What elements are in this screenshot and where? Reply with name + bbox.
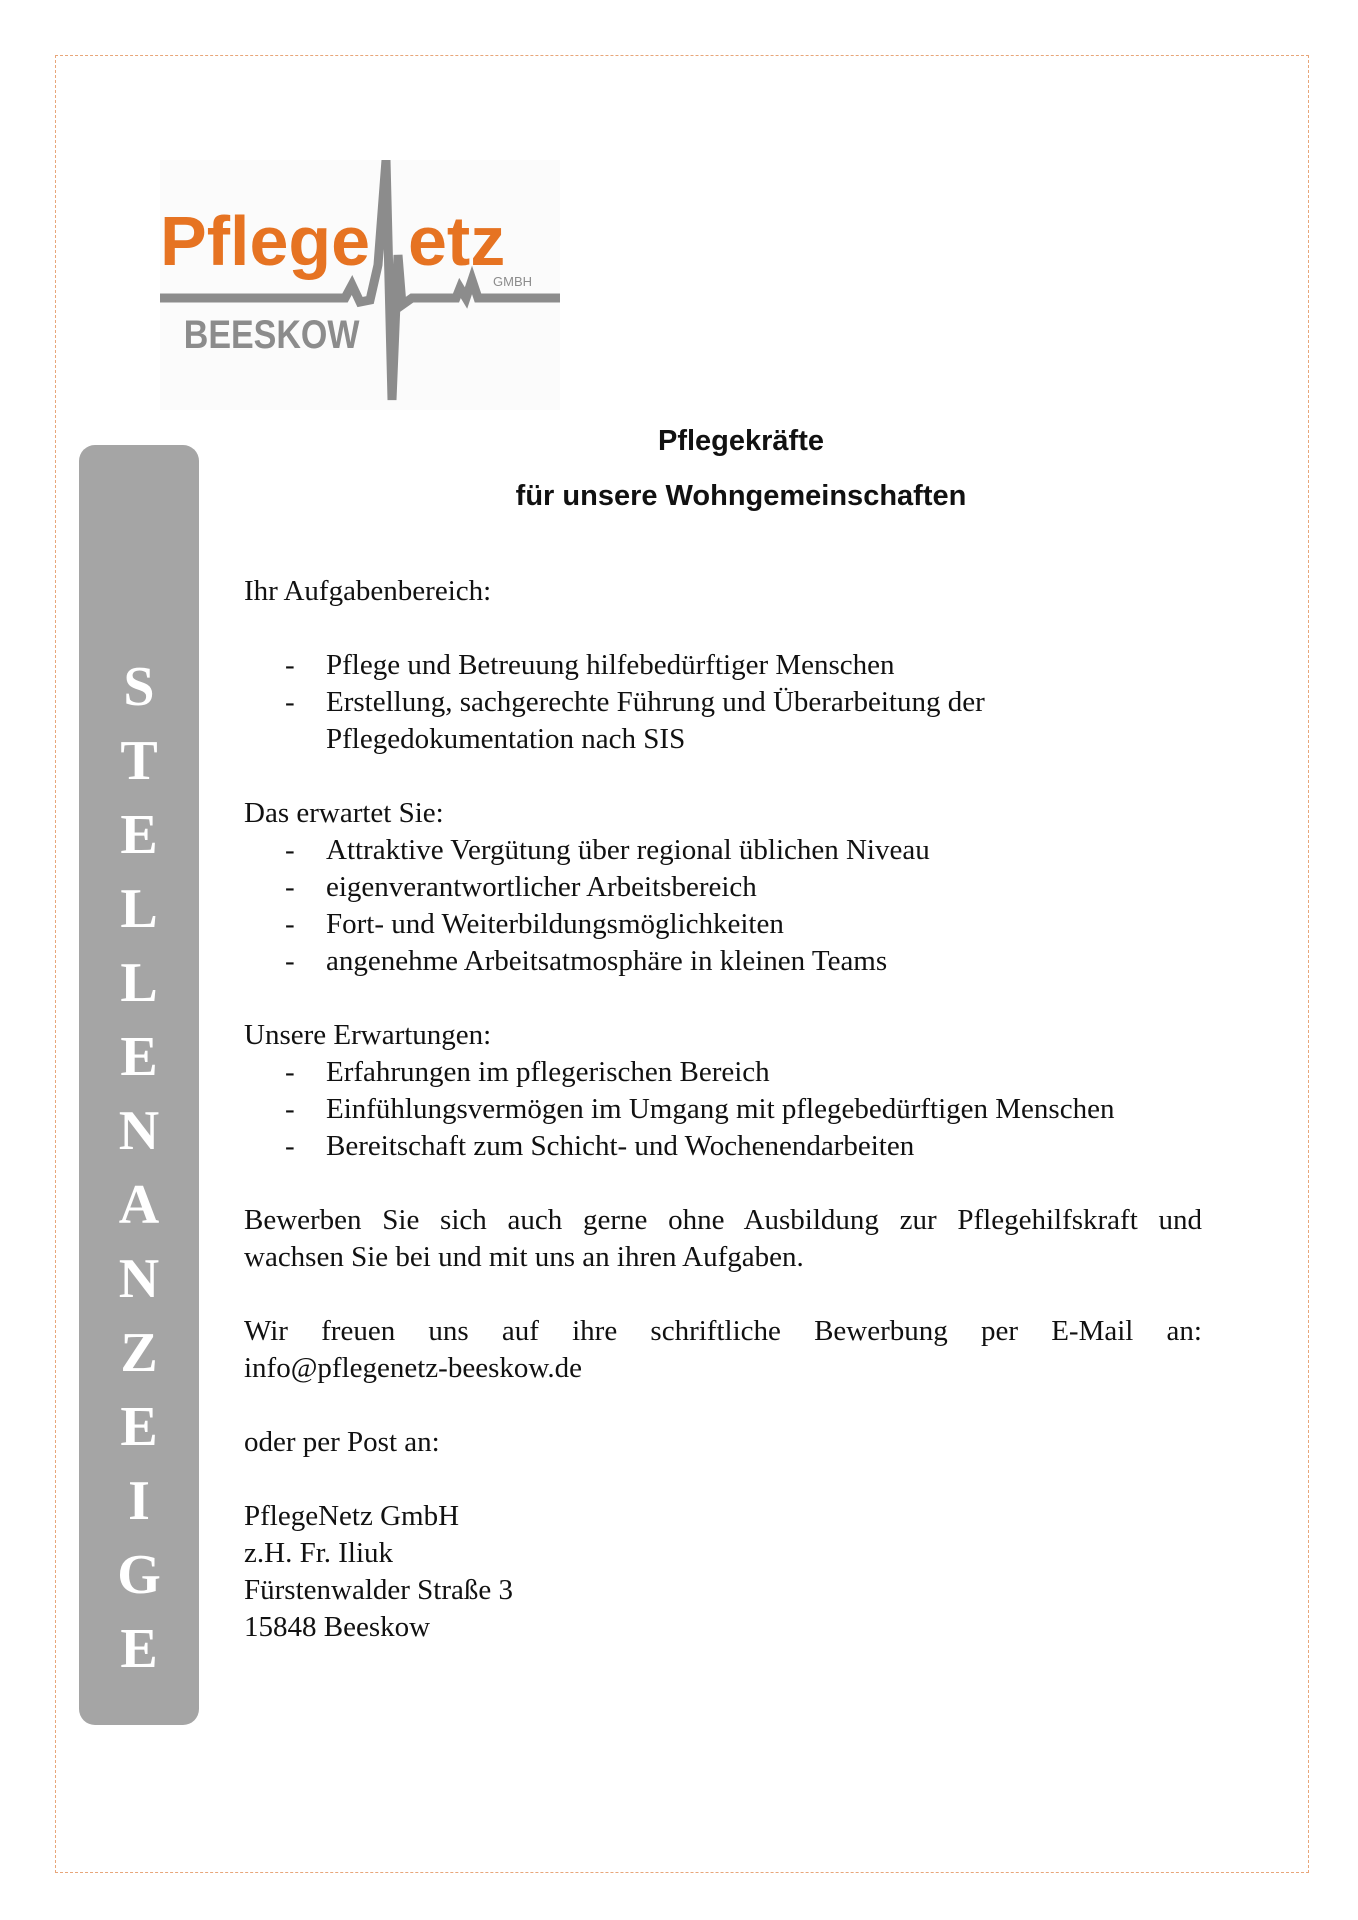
address-company: PflegeNetz GmbH xyxy=(244,1500,460,1532)
list-item: - Fort- und Weiterbildungsmöglichkeiten xyxy=(244,906,1202,943)
address-contact: z.H. Fr. Iliuk xyxy=(244,1537,394,1569)
vertical-letter: I xyxy=(128,1470,150,1532)
tasks-list xyxy=(244,647,1202,758)
vertical-letter: N xyxy=(118,1248,160,1310)
post-intro: oder per Post an: xyxy=(244,1426,440,1458)
apply-text-line2: wachsen Sie bei und mit uns an ihren Aufgaben. xyxy=(244,1241,804,1273)
vertical-letter: E xyxy=(120,1618,158,1680)
vertical-letter: A xyxy=(118,1174,160,1236)
sidebar-banner xyxy=(79,445,199,1725)
vertical-label xyxy=(79,650,199,1686)
tasks-heading: Ihr Aufgabenbereich: xyxy=(244,575,492,607)
vertical-letter: E xyxy=(120,1396,158,1458)
offer-list xyxy=(244,832,1202,980)
list-item: - Einfühlungsvermögen im Umgang mit pflegebedürftigen Menschen xyxy=(244,1091,1202,1128)
logo-text-etz: etz xyxy=(408,202,506,280)
logo-text-gmbh: GMBH xyxy=(493,274,532,289)
logo-text-pflege: Pflege xyxy=(160,202,371,280)
vertical-letter: G xyxy=(117,1544,161,1606)
email-address[interactable]: info@pflegenetz-beeskow.de xyxy=(244,1352,583,1384)
email-text: Wir freuen uns auf ihre schriftliche Bewerbung per E-Mail an: xyxy=(244,1315,1202,1347)
address-city: 15848 Beeskow xyxy=(244,1611,431,1643)
list-item: - Bereitschaft zum Schicht- und Wochenendarbeiten xyxy=(244,1128,1202,1165)
offer-heading: Das erwartet Sie: xyxy=(244,797,444,829)
vertical-letter: E xyxy=(120,1026,158,1088)
vertical-letter: Z xyxy=(120,1322,158,1384)
vertical-letter: L xyxy=(120,878,158,940)
list-item: - Erstellung, sachgerechte Führung und Überarbeitung der Pflegedokumentation nach SIS xyxy=(244,684,1202,758)
apply-text-line1: Bewerben Sie sich auch gerne ohne Ausbildung zur Pflegehilfskraft und xyxy=(244,1204,1202,1236)
list-item: - Erfahrungen im pflegerischen Bereich xyxy=(244,1054,1202,1091)
vertical-letter: N xyxy=(118,1100,160,1162)
logo-text-beeskow: BEESKOW xyxy=(183,311,360,357)
ad-body xyxy=(244,573,1202,1646)
page-subtitle: für unsere Wohngemeinschaften xyxy=(515,480,967,512)
vertical-letter: T xyxy=(120,730,158,792)
vertical-letter: L xyxy=(120,952,158,1014)
list-item: - angenehme Arbeitsatmosphäre in kleinen Teams xyxy=(244,943,1202,980)
vertical-letter: S xyxy=(123,656,155,718)
address-street: Fürstenwalder Straße 3 xyxy=(244,1574,513,1606)
company-logo xyxy=(160,160,560,410)
expectations-list xyxy=(244,1054,1202,1165)
vertical-letter: E xyxy=(120,804,158,866)
list-item: - Attraktive Vergütung über regional üblichen Niveau xyxy=(244,832,1202,869)
expectations-heading: Unsere Erwartungen: xyxy=(244,1019,492,1051)
list-item: - eigenverantwortlicher Arbeitsbereich xyxy=(244,869,1202,906)
page-title: Pflegekräfte xyxy=(657,425,824,457)
list-item: - Pflege und Betreuung hilfebedürftiger Menschen xyxy=(244,647,1202,684)
